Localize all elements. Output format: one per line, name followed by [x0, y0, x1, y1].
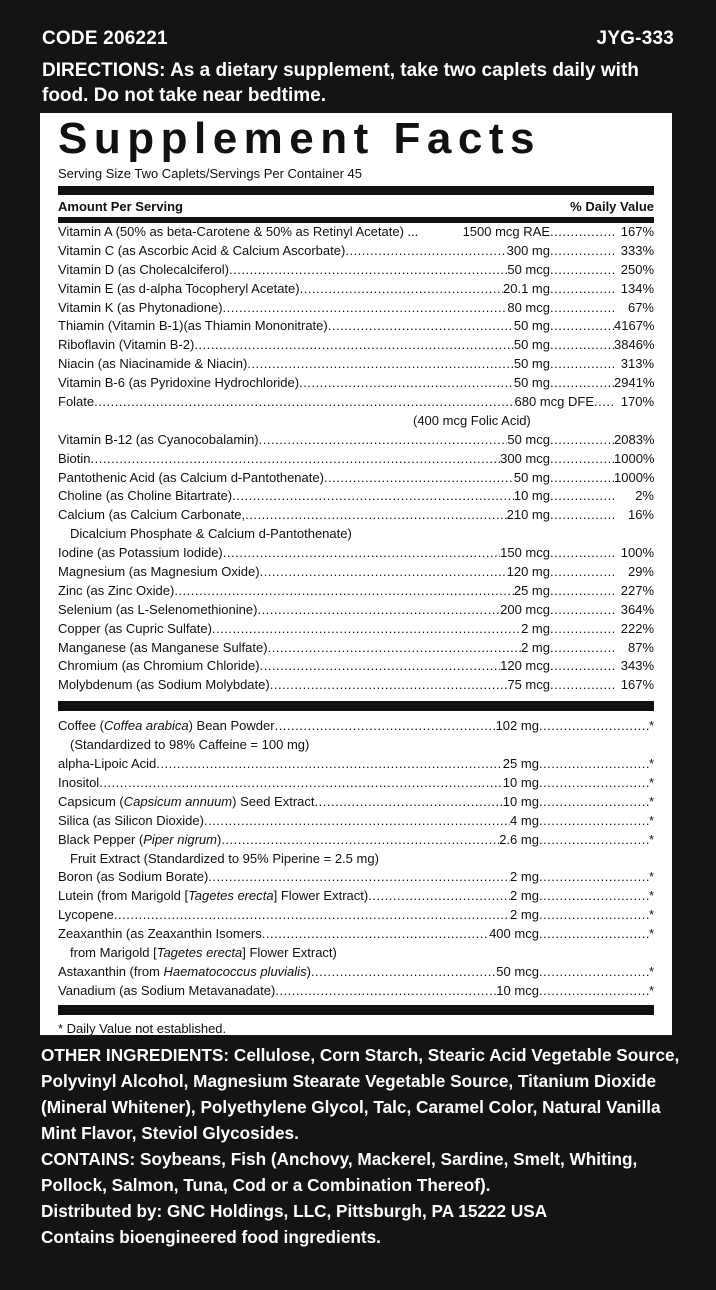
other-ingredients: OTHER INGREDIENTS: Cellulose, Corn Starch, Stearic Acid Vegetable Source, Polyvinyl Alcohol, Magnesium Stearate Vegetable Source, Titanium Dioxide (Mineral Whitener), Polyethylene Glycol, Talc, Caramel Color, Natural Vanilla Mint Flavor, Steviol Glycosides.	[41, 1045, 680, 1143]
item-row-lutein: Lutein (from Marigold [Tagetes erecta] Flower Extract) ..... 2 mg ..... *	[58, 887, 654, 906]
nutrient-row: Niacin (as Niacinamide & Niacin) ..... 50 mg ..... 313%	[58, 355, 654, 374]
item-row-astaxanthin: Astaxanthin (from Haematococcus pluvialis) ..... 50 mcg ..... *	[58, 963, 654, 982]
distributor: Distributed by: GNC Holdings, LLC, Pittsburgh, PA 15222 USA	[41, 1201, 548, 1221]
nutrient-row: Biotin ..... 300 mcg ..... 1000%	[58, 450, 654, 469]
divider-thick	[58, 186, 654, 195]
item-row-lycopene: Lycopene ..... 2 mg ..... *	[58, 906, 654, 925]
nutrient-row: Vitamin B-6 (as Pyridoxine Hydrochloride) ..... 50 mg ..... 2941%	[58, 374, 654, 393]
nutrient-row: Thiamin (Vitamin B-1)(as Thiamin Mononitrate) ..... 50 mg ..... 4167%	[58, 317, 654, 336]
sku-code: JYG-333	[596, 28, 674, 49]
nutrient-row: Chromium (as Chromium Chloride) ..... 120 mcg ..... 343%	[58, 657, 654, 676]
nutrient-row: Vitamin E (as d-alpha Tocopheryl Acetate) ..... 20.1 mg ..... 134%	[58, 280, 654, 299]
nutrient-row: Zinc (as Zinc Oxide) ..... 25 mg ..... 227%	[58, 582, 654, 601]
nutrient-row: Vitamin K (as Phytonadione) ..... 80 mcg ..... 67%	[58, 299, 654, 318]
item-row-coffee: Coffee (Coffea arabica) Bean Powder ..... 102 mg ..... *	[58, 717, 654, 736]
nutrient-row: Pantothenic Acid (as Calcium d-Pantothenate) ..... 50 mg ..... 1000%	[58, 469, 654, 488]
product-code: CODE 206221	[42, 28, 168, 49]
nutrient-row: Manganese (as Manganese Sulfate) ..... 2 mg ..... 87%	[58, 639, 654, 658]
nutrient-rows	[58, 223, 654, 695]
nutrient-row: Copper (as Cupric Sulfate) ..... 2 mg ..... 222%	[58, 620, 654, 639]
supplement-facts-panel	[40, 113, 672, 1035]
directions-label: DIRECTIONS:	[42, 60, 166, 81]
zeaxanthin-sub: from Marigold [Tagetes erecta] Flower Extract)	[70, 944, 337, 960]
nutrient-row-calcium: Calcium (as Calcium Carbonate, ..... 210 mg ..... 16%	[58, 506, 654, 525]
nutrient-row: Vitamin A (50% as beta-Carotene & 50% as Retinyl Acetate) ... 1500 mcg RAE ..... 167%	[58, 223, 654, 242]
nutrient-row-folate: Folate ..... 680 mcg DFE ..... 170%	[58, 393, 654, 412]
item-row-silica: Silica (as Silicon Dioxide) ..... 4 mg ..... *	[58, 812, 654, 831]
divider-section	[58, 701, 654, 711]
code-row	[42, 28, 674, 50]
bioengineered-note: Contains bioengineered food ingredients.	[41, 1227, 381, 1247]
nutrient-row: Vitamin C (as Ascorbic Acid & Calcium Ascorbate) ..... 300 mg ..... 333%	[58, 242, 654, 261]
item-row-capsicum: Capsicum (Capsicum annuum) Seed Extract ..... 10 mg ..... *	[58, 793, 654, 812]
dv-header: % Daily Value	[570, 199, 654, 214]
calcium-sub: Dicalcium Phosphate & Calcium d-Pantothenate)	[70, 526, 352, 542]
item-row-pepper: Black Pepper (Piper nigrum) ..... 2.6 mg ..... *	[58, 831, 654, 850]
nutrient-row: Riboflavin (Vitamin B-2) ..... 50 mg ..... 3846%	[58, 336, 654, 355]
nutrient-row: Molybdenum (as Sodium Molybdate) ..... 75 mcg ..... 167%	[58, 676, 654, 695]
nutrient-row: Vitamin B-12 (as Cyanocobalamin) ..... 50 mcg ..... 2083%	[58, 431, 654, 450]
ingredients-block	[41, 1042, 682, 1250]
coffee-sub: (Standardized to 98% Caffeine = 100 mg)	[70, 737, 310, 753]
item-row-lipoic: alpha-Lipoic Acid ..... 25 mg ..... *	[58, 755, 654, 774]
item-row-zeaxanthin: Zeaxanthin (as Zeaxanthin Isomers ..... 400 mcg ..... *	[58, 925, 654, 944]
item-row-vanadium: Vanadium (as Sodium Metavanadate) ..... 10 mcg ..... *	[58, 982, 654, 1001]
contains-allergens: CONTAINS: Soybeans, Fish (Anchovy, Mackerel, Sardine, Smelt, Whiting, Pollock, Salmon, Tuna, Cod or a Combination Thereof).	[41, 1149, 638, 1195]
nutrient-row: Vitamin D (as Cholecalciferol) ..... 50 mcg ..... 250%	[58, 261, 654, 280]
directions-text: As a dietary supplement, take two caplets daily with food. Do not take near bedtime.	[42, 60, 639, 106]
other-item-rows	[58, 717, 654, 1000]
nutrient-row: Iodine (as Potassium Iodide) ..... 150 mcg ..... 100%	[58, 544, 654, 563]
serving-size: Serving Size Two Caplets/Servings Per Container 45	[58, 166, 362, 181]
amount-header: Amount Per Serving	[58, 199, 183, 214]
nutrient-row: Magnesium (as Magnesium Oxide) ..... 120 mg ..... 29%	[58, 563, 654, 582]
facts-title: Supplement Facts	[58, 114, 541, 163]
footnote: * Daily Value not established.	[58, 1020, 227, 1036]
amount-header-row	[58, 197, 654, 217]
item-row-boron: Boron (as Sodium Borate) ..... 2 mg ..... *	[58, 868, 654, 887]
divider-bottom	[58, 1005, 654, 1015]
item-row-inositol: Inositol ..... 10 mg ..... *	[58, 774, 654, 793]
nutrient-row: Selenium (as L-Selenomethionine) ..... 200 mcg ..... 364%	[58, 601, 654, 620]
nutrient-row: Choline (as Choline Bitartrate) ..... 10 mg ..... 2%	[58, 487, 654, 506]
pepper-sub: Fruit Extract (Standardized to 95% Piperine = 2.5 mg)	[70, 850, 379, 866]
directions	[42, 58, 674, 108]
folate-sub: (400 mcg Folic Acid)	[413, 412, 531, 428]
